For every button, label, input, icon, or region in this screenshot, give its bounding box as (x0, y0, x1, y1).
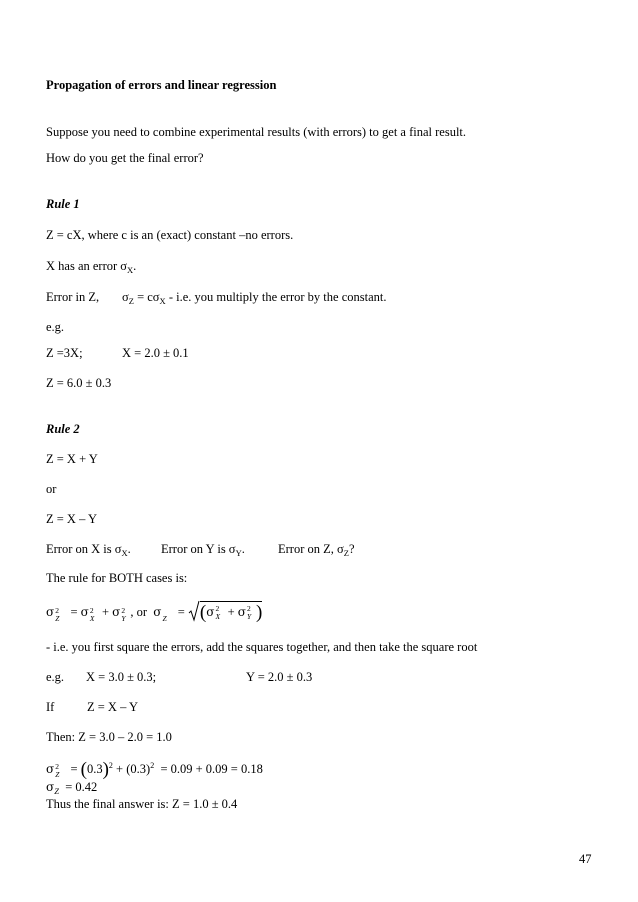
rule2-example-x: X = 3.0 ± 0.3; (86, 670, 157, 684)
rule1-error-x-sub: X (127, 265, 134, 275)
rule2-calc-1: σ 2 Z = $(0.3)^2 + (0.3)^2 = 0.09 + 0.09 = 0.18$ (46, 759, 263, 780)
rule2-explanation: - i.e. you first square the errors, add the squares together, and then take the square root (46, 640, 478, 654)
rule1-error-z-mid: = cσ (133, 290, 160, 304)
rule1-example-x: X = 2.0 ± 0.1 (122, 346, 189, 360)
rule2-final-answer: Thus the final answer is: Z = 1.0 ± 0.4 (46, 797, 238, 811)
rule1-error-x-text: X has an error σ (46, 259, 128, 273)
rule2-calc-1-v2: (0.3) (126, 762, 151, 776)
rule1-error-x (46, 258, 136, 275)
rule2-error-y (161, 541, 278, 558)
rule1-example-z: Z =3X; (46, 346, 83, 360)
rule2-heading: Rule 2 (46, 422, 80, 436)
rule1-error-x-end: . (133, 259, 137, 273)
rule1-example-1 (46, 345, 189, 361)
rule2-calc-1-rest: = 0.09 + 0.09 = 0.18 (160, 762, 263, 776)
rule2-if-equation: Z = X – Y (87, 700, 139, 714)
rule1-error-z-label: Error in Z, (46, 290, 100, 304)
rule1-eg: e.g. (46, 320, 65, 334)
rule2-error-z-text: Error on Z, σ (278, 542, 344, 556)
rule2-formula-or: , or (130, 605, 148, 619)
rule1-error-z-explain: - i.e. you multiply the error by the constant. (165, 290, 387, 304)
rule2-calc-2: $\sigma_Z = 0.42$ (46, 780, 98, 796)
rule2-error-y-sub: Y (235, 548, 242, 558)
intro-paragraph-2: How do you get the final error? (46, 151, 204, 165)
rule1-example-2: Z = 6.0 ± 0.3 (46, 376, 112, 390)
rule2-error-y-end: . (241, 542, 245, 556)
rule2-formula: σ 2 Z = σ 2 X + σ 2 Y , or σ Z = (σ 2 X + σ 2 Y ) (46, 602, 263, 623)
rule1-sigma: σ (122, 290, 129, 304)
rule2-if: If (46, 700, 55, 714)
rule2-example-y: Y = 2.0 ± 0.3 (246, 670, 313, 684)
rule2-equation-diff: Z = X – Y (46, 512, 98, 526)
rule1-error-z (46, 289, 386, 306)
rule1-sigma-sub-x: X (159, 296, 166, 306)
rule2-error-y-text: Error on Y is σ (161, 542, 236, 556)
rule2-or: or (46, 482, 57, 496)
rule2-if-line (46, 699, 138, 715)
intro-paragraph-1: Suppose you need to combine experimental results (with errors) to get a final result. (46, 125, 467, 139)
rule2-error-z (278, 542, 355, 556)
rule2-error-z-sub: Z (343, 548, 349, 558)
rule1-sigma-sub-z: Z (128, 296, 134, 306)
rule2-calc-1-v1: 0.3 (86, 762, 103, 776)
rule2-error-z-end: ? (348, 542, 355, 556)
rule2-example (46, 669, 312, 685)
page-number: 47 (579, 852, 592, 866)
rule2-error-x-end: . (127, 542, 131, 556)
rule2-error-x-text: Error on X is σ (46, 542, 122, 556)
rule2-calc-2-rest: = 0.42 (65, 780, 98, 794)
rule2-then: Then: Z = 3.0 – 2.0 = 1.0 (46, 730, 172, 744)
rule1-definition: Z = cX, where c is an (exact) constant –no errors. (46, 228, 294, 242)
rule2-errors-line (46, 541, 355, 558)
rule2-both-cases: The rule for BOTH cases is: (46, 571, 188, 585)
rule2-error-x (46, 541, 161, 558)
square-root-icon (188, 600, 200, 622)
page-title: Propagation of errors and linear regression (46, 78, 277, 92)
rule1-heading: Rule 1 (46, 197, 80, 211)
rule2-eg: e.g. (46, 670, 65, 684)
rule2-equation-sum: Z = X + Y (46, 452, 98, 466)
rule2-error-x-sub: X (121, 548, 128, 558)
